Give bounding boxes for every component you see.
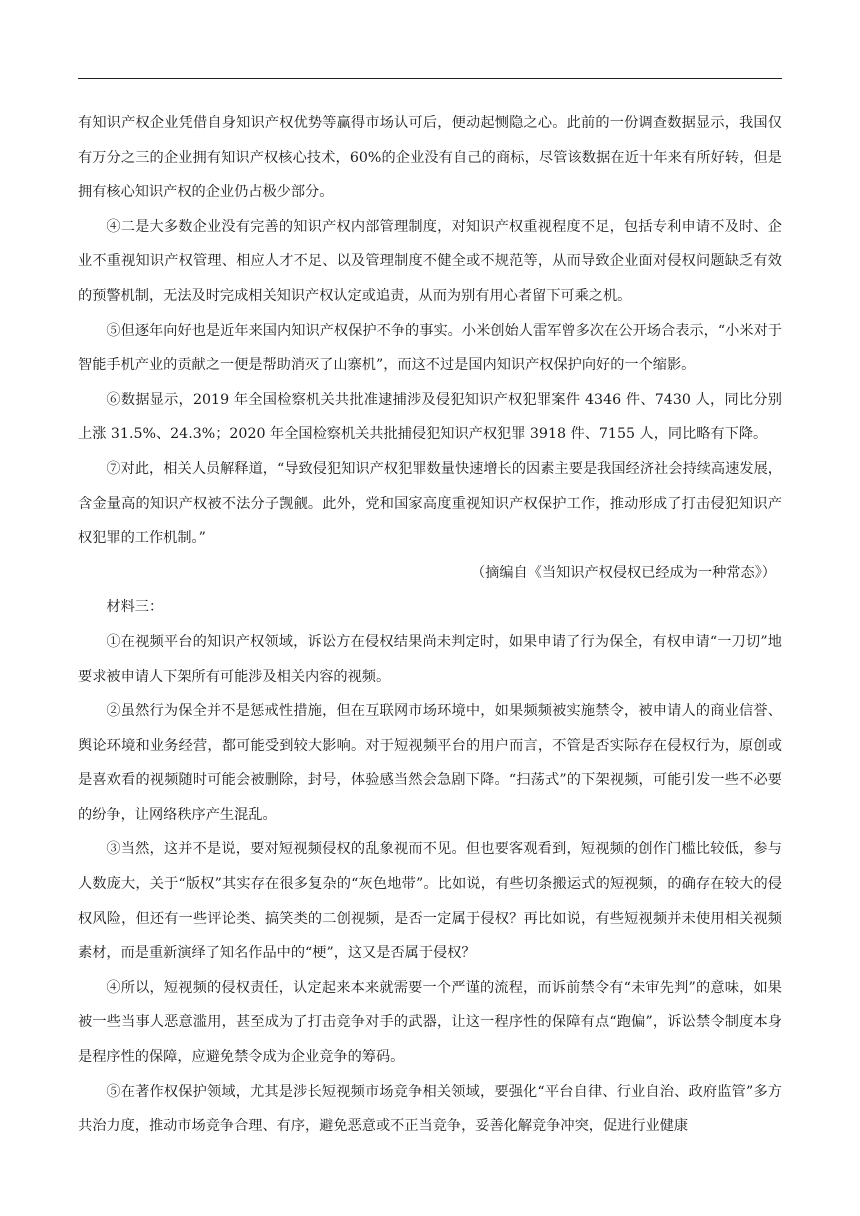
- paragraph-7: ⑦对此，相关人员解释道，“导致侵犯知识产权犯罪数量快速增长的因素主要是我国经济社会持续高速发展，含金量高的知识产权被不法分子觊觎。此外，党和国家高度重视知识产权保护工作，推动形成了打击侵犯知识产权犯罪的工作机制。”: [78, 460, 782, 547]
- section-heading-material-3: 材料三：: [106, 599, 164, 616]
- material3-paragraph-3: ③当然，这并不是说，要对短视频侵权的乱象视而不见。但也要客观看到，短视频的创作门槛比较低，参与人数庞大，关于“版权”其实存在很多复杂的“灰色地带”。比如说，有些切条搬运式的短视频，的确存在较大的侵权风险，但还有一些评论类、搞笑类的二创视频，是否一定属于侵权？再比如说，有些短视频并未使用相关视频素材，而是重新演绎了知名作品中的“梗”，这又是否属于侵权？: [78, 841, 782, 962]
- paragraph-continuation: 有知识产权企业凭借自身知识产权优势等赢得市场认可后，便动起恻隐之心。此前的一份调查数据显示，我国仅有万分之三的企业拥有知识产权核心技术，60%的企业没有自己的商标，尽管该数据在近十年来有所好转，但是拥有核心知识产权的企业仍占极少部分。: [78, 115, 782, 201]
- material3-paragraph-2: ②虽然行为保全并不是惩戒性措施，但在互联网市场环境中，如果频频被实施禁令，被申请人的商业信誉、舆论环境和业务经营，都可能受到较大影响。对于短视频平台的用户而言，不管是否实际存在侵权行为，原创或是喜欢看的视频随时可能会被删除，封号，体验感当然会急剧下降。“扫荡式”的下架视频，可能引发一些不必要的纷争，让网络秩序产生混乱。: [78, 703, 782, 823]
- paragraph-5: ⑤但逐年向好也是近年来国内知识产权保护不争的事实。小米创始人雷军曾多次在公开场合表示，“小米对于智能手机产业的贡献之一便是帮助消灭了山寨机”，而这不过是国内知识产权保护向好的一个缩影。: [78, 322, 782, 374]
- document-body: [78, 106, 782, 1144]
- material3-paragraph-4: ④所以，短视频的侵权责任，认定起来本来就需要一个严谨的流程，而诉前禁令有“未审先判”的意味，如果被一些当事人恶意滥用，甚至成为了打击竞争对手的武器，让这一程序性的保障有点“跑偏”，诉讼禁令制度本身是程序性的保障，应避免禁令成为企业竞争的筹码。: [78, 979, 782, 1066]
- paragraph-6: ⑥数据显示，2019 年全国检察机关共批准逮捕涉及侵犯知识产权犯罪案件 4346 件、7430 人，同比分别上涨 31.5%、24.3%；2020 年全国检察机关共批捕侵犯知识产权犯罪 3918 件、7155 人，同比略有下降。: [78, 391, 782, 443]
- material3-paragraph-5: ⑤在著作权保护领域，尤其是涉长短视频市场竞争相关领域，要强化“平台自律、行业自治、政府监管”多方共治力度，推动市场竞争合理、有序，避免恶意或不正当竞争，妥善化解竞争冲突，促进行业健康: [78, 1083, 782, 1135]
- paragraph-4: ④二是大多数企业没有完善的知识产权内部管理制度，对知识产权重视程度不足，包括专利申请不及时、企业不重视知识产权管理、相应人才不足、以及管理制度不健全或不规范等，从而导致企业面对侵权问题缺乏有效的预警机制，无法及时完成相关知识产权认定或追责，从而为别有用心者留下可乘之机。: [78, 218, 782, 304]
- header-rule: [78, 78, 782, 79]
- material3-paragraph-1: ①在视频平台的知识产权领域，诉讼方在侵权结果尚未判定时，如果申请了行为保全，有权申请“一刀切”地要求被申请人下架所有可能涉及相关内容的视频。: [78, 633, 782, 685]
- source-citation: （摘编自《当知识产权侵权已经成为一种常态》）: [470, 564, 776, 581]
